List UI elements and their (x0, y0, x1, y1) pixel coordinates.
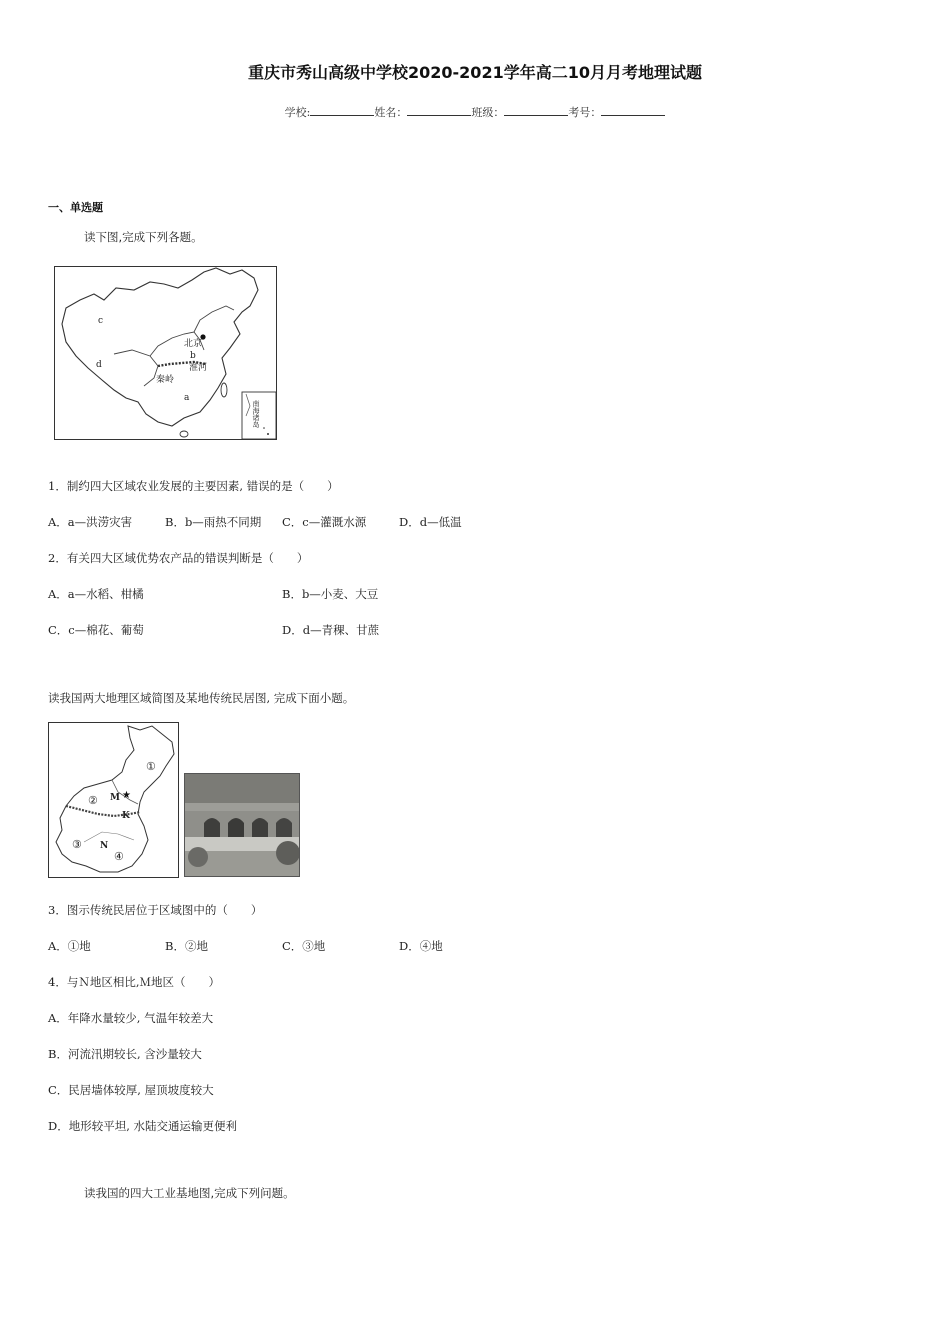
map2-label-2: ② (88, 794, 98, 807)
q2-option-a[interactable]: A．a—水稻、柑橘 (48, 587, 144, 601)
map2-label-m: M (110, 793, 120, 803)
q3-option-a[interactable]: A．①地 (48, 939, 91, 953)
name-label: 姓名： (374, 106, 408, 119)
map2-label-1: ① (146, 760, 156, 773)
q4-option-a[interactable]: A．年降水量较少, 气温年较差大 (48, 1011, 214, 1025)
q1-option-a[interactable]: A．a—洪涝灾害 (48, 515, 133, 529)
svg-text:★: ★ (122, 790, 131, 801)
id-label: 考号： (568, 106, 602, 119)
class-label: 班级： (471, 106, 505, 119)
q4-option-b[interactable]: B．河流汛期较长, 含沙量较大 (48, 1047, 202, 1061)
map1-label-huaihe: 淮河 (189, 363, 208, 373)
class-blank (504, 105, 568, 116)
section-heading: 一、单选题 (48, 201, 103, 214)
school-label: 学校: (284, 106, 311, 119)
page-title: 重庆市秀山高级中学校2020-2021学年高二10月月考地理试题 (248, 63, 702, 82)
name-blank (407, 105, 471, 116)
id-blank (601, 105, 665, 116)
map1-label-qinling: 秦岭 (156, 375, 175, 385)
q1-option-c[interactable]: C．c—灌溉水源 (282, 515, 367, 529)
map1-label-b: b (190, 351, 196, 361)
q3-option-d[interactable]: D．④地 (399, 939, 443, 953)
q3-option-b[interactable]: B．②地 (165, 939, 208, 953)
intro-text-1: 读下图,完成下列各题。 (84, 230, 203, 244)
cave-dwelling-photo (184, 773, 300, 877)
q2-option-d[interactable]: D．d—青稞、甘蔗 (282, 623, 380, 637)
question-4-stem: 4．与Ｎ地区相比,Ｍ地区（ ） (48, 975, 220, 989)
q2-option-c[interactable]: C．c—棉花、葡萄 (48, 623, 144, 637)
map2-label-n: N (100, 841, 109, 851)
two-regions-map (48, 722, 179, 878)
q1-option-d[interactable]: D．d—低温 (399, 515, 462, 529)
map2-label-3: ③ (72, 838, 82, 851)
map2-label-k: K (122, 811, 130, 821)
q2-option-b[interactable]: B．b—小麦、大豆 (282, 587, 379, 601)
cave-dwelling-photo-svg (184, 773, 300, 877)
q4-option-d[interactable]: D．地形较平坦, 水陆交通运输更便利 (48, 1119, 238, 1133)
question-1-stem: 1．制约四大区域农业发展的主要因素, 错误的是（ ） (48, 479, 339, 493)
map1-label-c: c (98, 316, 104, 326)
intro-text-3: 读我国的四大工业基地图,完成下列问题。 (84, 1186, 295, 1200)
china-regions-map (54, 266, 277, 440)
student-info-line (0, 104, 950, 120)
q4-option-c[interactable]: C．民居墙体较厚, 屋顶坡度较大 (48, 1083, 214, 1097)
q3-option-c[interactable]: C．③地 (282, 939, 326, 953)
school-blank (310, 105, 374, 116)
intro-text-2: 读我国两大地理区域简图及某地传统民居图, 完成下面小题。 (48, 691, 355, 705)
map2-label-4: ④ (114, 850, 124, 863)
two-regions-map-svg (48, 722, 179, 878)
question-3-stem: 3．图示传统民居位于区域图中的（ ） (48, 903, 263, 917)
q1-option-b[interactable]: B．b—雨热不同期 (165, 515, 262, 529)
map1-label-nanhai: 南海诸岛 (252, 400, 260, 428)
map1-label-d: d (96, 360, 102, 370)
map1-label-beijing: 北京 (184, 339, 203, 349)
map1-label-a: a (184, 393, 190, 403)
china-regions-map-svg (54, 266, 277, 440)
question-2-stem: 2．有关四大区域优势农产品的错误判断是（ ） (48, 551, 309, 565)
